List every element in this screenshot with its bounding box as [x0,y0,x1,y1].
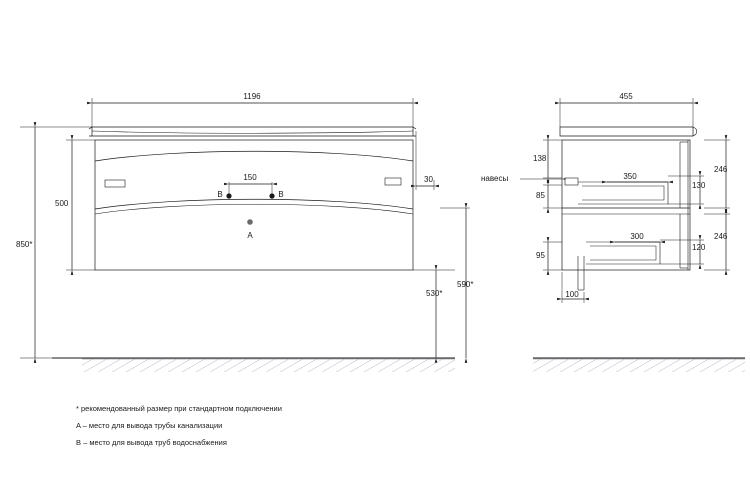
front-cabinet-body [95,140,413,270]
front-handle-right [385,178,401,185]
marker-label-b-left: B [217,190,223,199]
label-hangers: навесы [481,174,509,183]
marker-a-drain [247,219,253,225]
note-line-2: A – место для вывода трубы канализации [76,421,223,430]
dim-label-total-height: 850* [16,240,33,249]
front-handle-left [105,180,125,187]
side-lower-drawer [586,242,660,264]
side-countertop [560,127,693,136]
dim-label-cabinet-height: 500 [55,199,69,208]
dim-label-lower-offset: 95 [536,251,545,260]
marker-b-right [269,193,274,198]
dim-label-overall-width: 1196 [243,92,261,101]
side-handle [565,178,578,185]
side-upper-drawer [578,182,668,204]
dim-label-upper-drawer-width: 350 [623,172,637,181]
dim-label-lower-drawer-width: 300 [630,232,644,241]
dim-label-lower-590: 590* [457,280,474,289]
dim-label-upper-total: 246 [714,165,728,174]
dim-label-lower-total: 246 [714,232,728,241]
note-line-3: B – место для вывода труб водоснабжения [76,438,227,447]
dim-label-top-drawer-inner: 85 [536,191,545,200]
note-line-1: * рекомендованный размер при стандартном подключении [76,404,282,413]
dim-label-toe-kick: 100 [565,290,579,299]
dim-label-top-drawer-height: 138 [533,154,547,163]
front-countertop [92,127,413,136]
dim-label-depth-note: 30 [424,175,433,184]
side-cabinet-body [562,140,690,270]
dim-label-lower-530: 530* [426,289,443,298]
dim-label-lower-drawer-depth: 120 [692,243,706,252]
dim-label-plumbing-spacing: 150 [243,173,257,182]
marker-b-left [226,193,231,198]
dim-label-overall-depth: 455 [619,92,633,101]
marker-label-b-right: B [278,190,284,199]
marker-label-a-drain: A [247,231,253,240]
dim-label-upper-drawer-depth: 130 [692,181,706,190]
